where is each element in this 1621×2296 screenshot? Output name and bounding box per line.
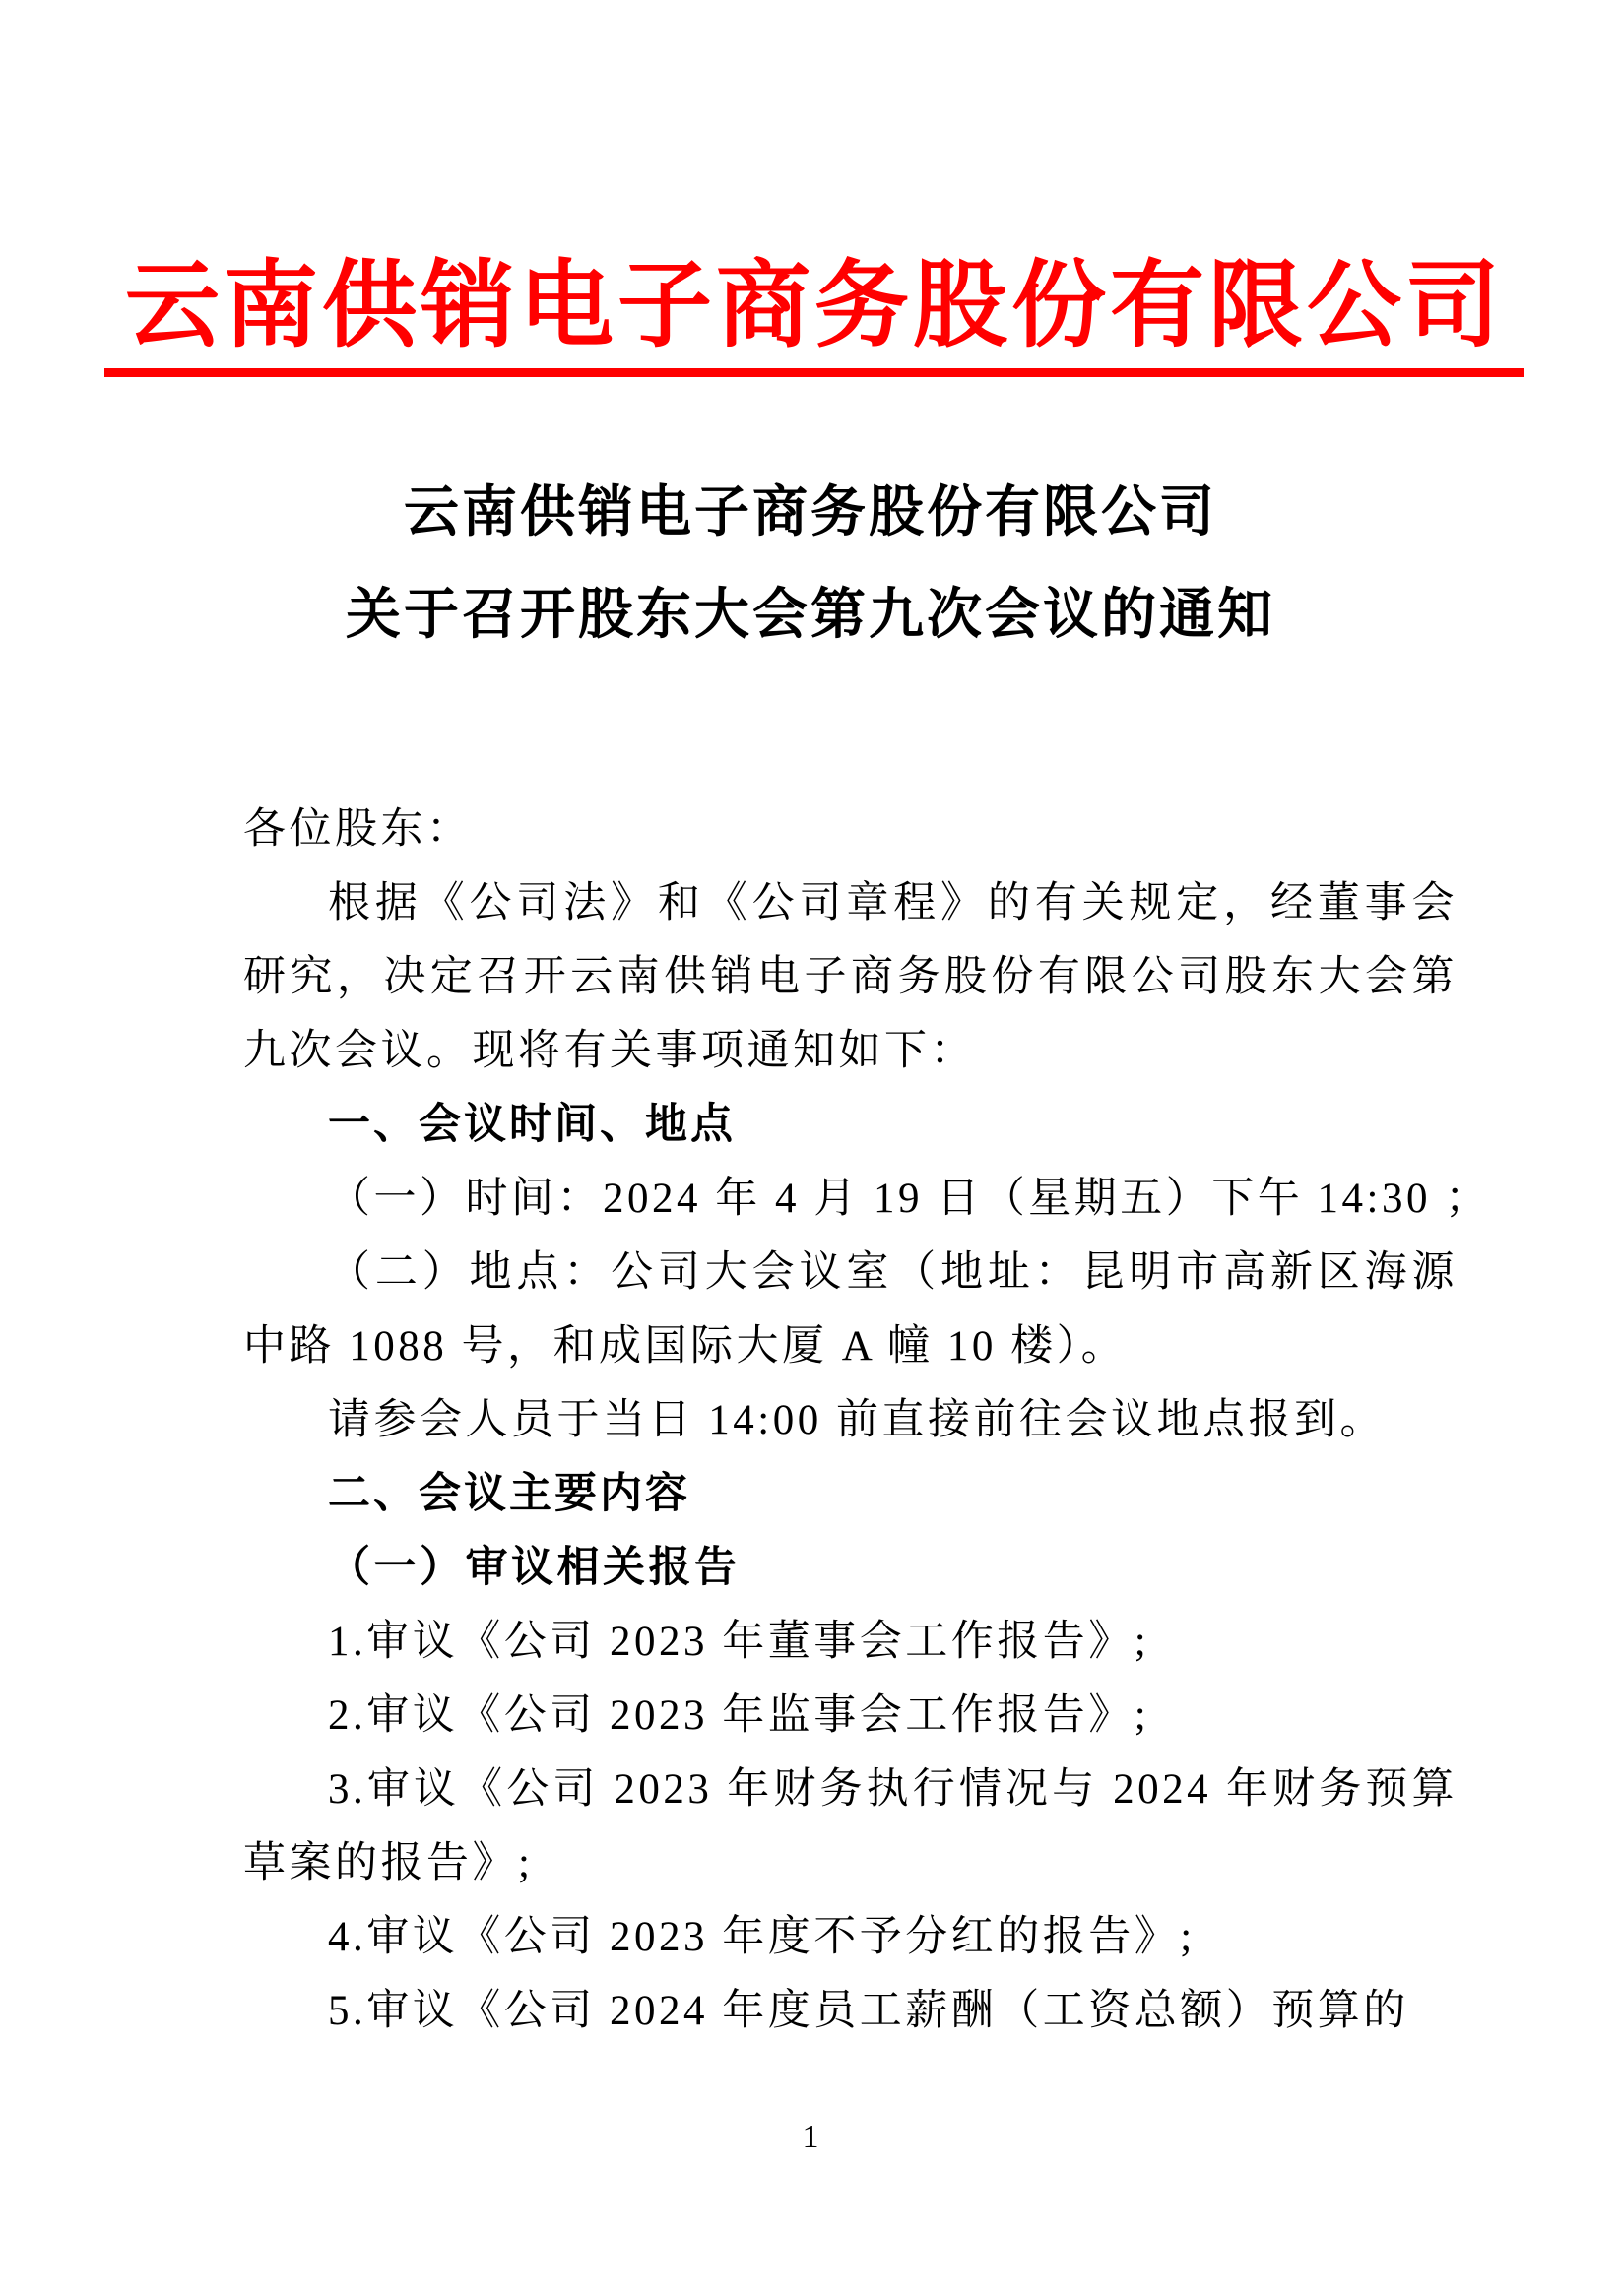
- page-number: 1: [802, 2119, 819, 2155]
- section2-heading: 二、会议主要内容: [328, 1469, 690, 1517]
- company-letterhead: [104, 254, 1524, 377]
- letterhead-company-name: 云南供销电子商务股份有限公司: [125, 253, 1504, 358]
- agenda-item-5: 5.审议《公司 2024 年度员工薪酬（工资总额）预算的: [328, 1987, 1409, 2034]
- document-title-line-1: 云南供销电子商务股份有限公司: [404, 481, 1217, 543]
- intro-paragraph: 根据《公司法》和《公司章程》的有关规定，经董事会研究，决定召开云南供销电子商务股份有限公司股东大会第九次会议。现将有关事项通知如下：: [243, 879, 1458, 1074]
- agenda-item-4: 4.审议《公司 2023 年度不予分红的报告》;: [328, 1913, 1196, 1960]
- agenda-item-1: 1.审议《公司 2023 年董事会工作报告》;: [328, 1618, 1150, 1665]
- document-title-line-2: 关于召开股东大会第九次会议的通知: [346, 584, 1275, 646]
- salutation: 各位股东：: [243, 805, 473, 853]
- checkin-note: 请参会人员于当日 14:00 前直接前往会议地点报到。: [328, 1396, 1386, 1443]
- meeting-time-item: （一）时间：2024 年 4 月 19 日（星期五）下午 14:30 ；: [328, 1175, 1491, 1222]
- document-body: [243, 793, 1491, 2048]
- section1-heading: 一、会议时间、地点: [328, 1100, 736, 1148]
- section2-subheading: （一）审议相关报告: [328, 1544, 741, 1591]
- agenda-item-2: 2.审议《公司 2023 年监事会工作报告》;: [328, 1691, 1150, 1739]
- agenda-item-3: 3.审议《公司 2023 年财务执行情况与 2024 年财务预算草案的报告》;: [243, 1765, 1458, 1886]
- meeting-place-item: （二）地点：公司大会议室（地址：昆明市高新区海源中路 1088 号，和成国际大厦 A 幢 10 楼）。: [243, 1248, 1458, 1370]
- document-title: [0, 462, 1621, 667]
